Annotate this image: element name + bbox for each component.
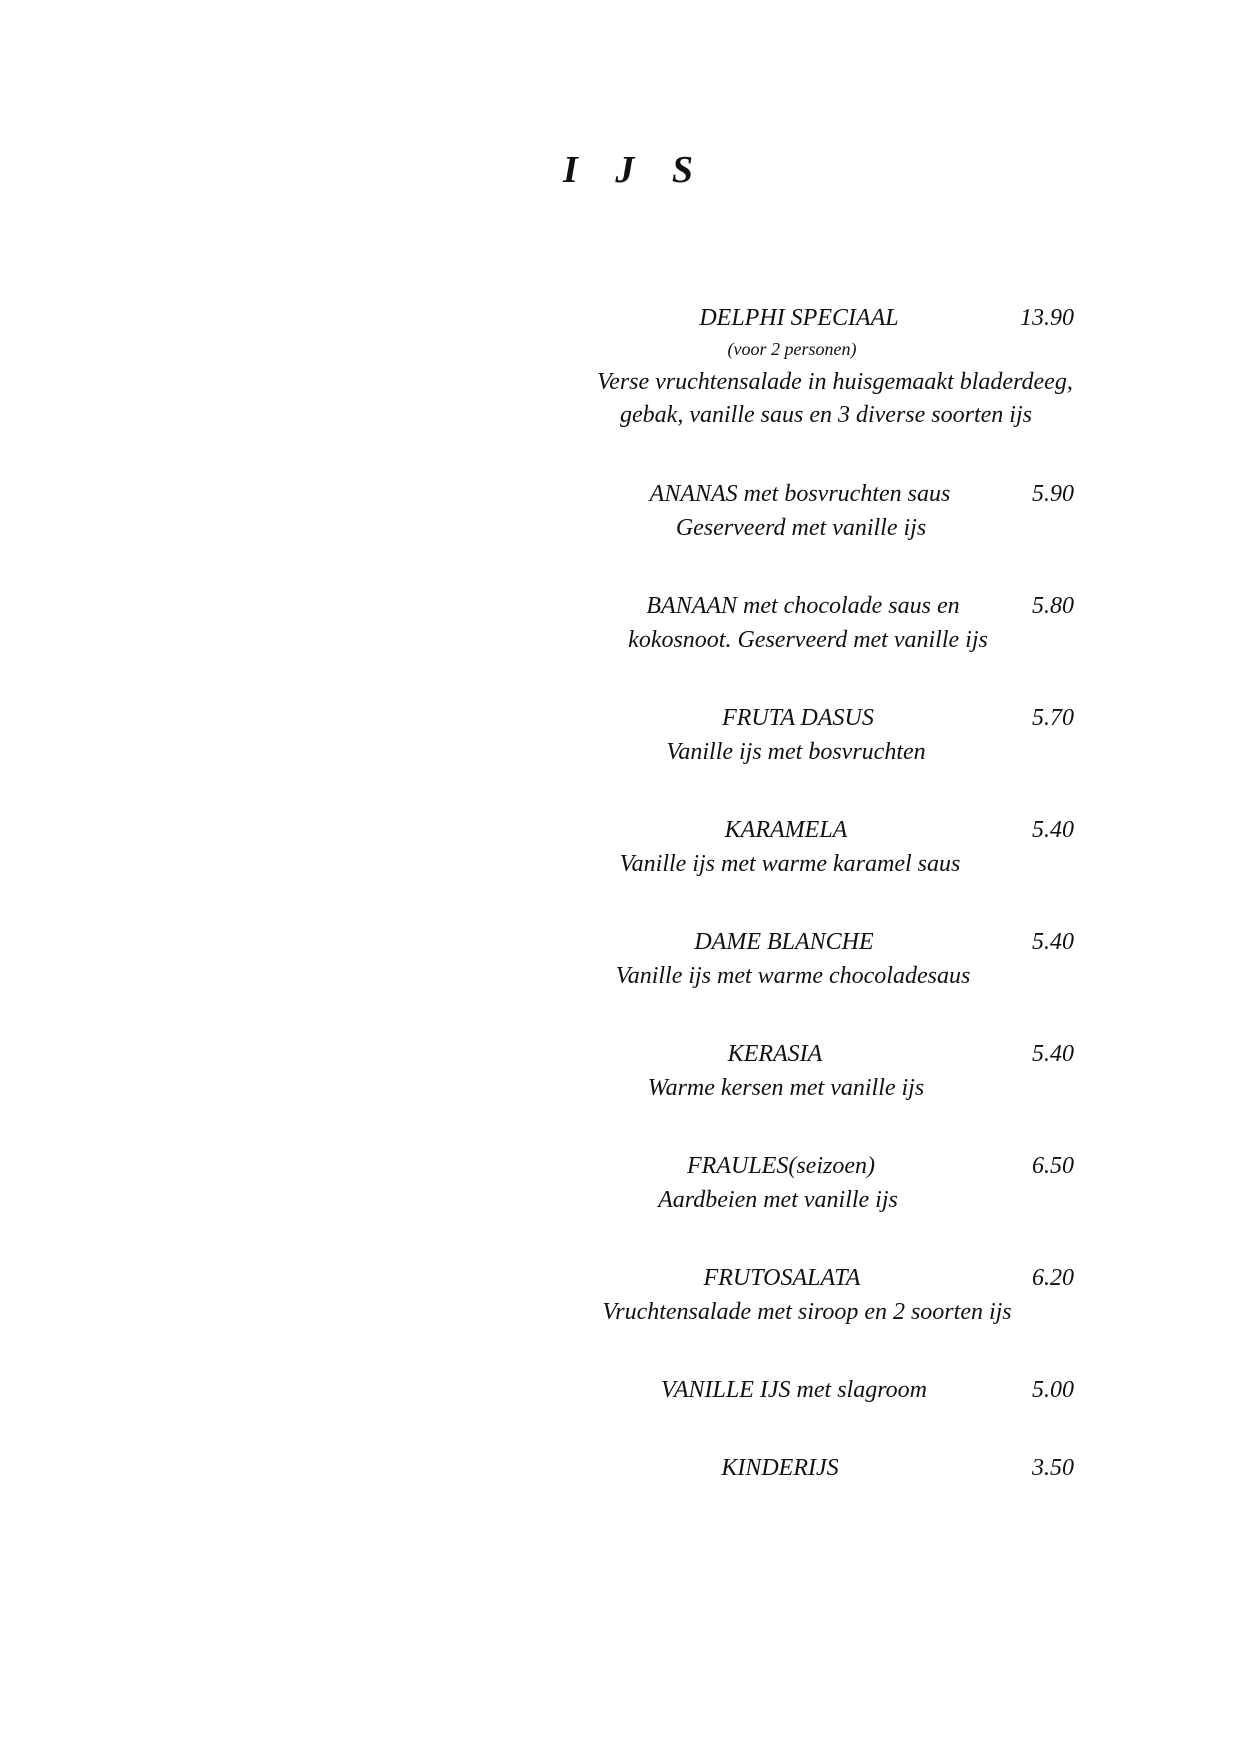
menu-item-name: KINDERIJS [721,1455,839,1481]
menu-item-price: 13.90 [1020,305,1074,331]
menu-item-description: kokosnoot. Geserveerd met vanille ijs [628,627,988,653]
menu-item-name: FRAULES(seizoen) [687,1153,875,1179]
menu-item-name: BANAAN met chocolade saus en [646,593,960,619]
menu-item-note: (voor 2 personen) [727,339,857,359]
menu-item-price: 5.70 [1032,705,1074,731]
menu-item-description: Geserveerd met vanille ijs [675,515,927,541]
menu-item-description: Vanille ijs met bosvruchten [666,739,926,765]
menu-item-price: 6.50 [1032,1153,1074,1179]
menu-item-price: 5.90 [1032,481,1074,507]
menu-item-description: Verse vruchtensalade in huisgemaakt bladerdeeg, [597,369,1073,395]
menu-item-price: 5.40 [1032,817,1074,843]
menu-item-name: DAME BLANCHE [694,929,874,955]
menu-item-name: FRUTA DASUS [722,705,874,731]
menu-item-price: 5.80 [1032,593,1074,619]
menu-item-description: Aardbeien met vanille ijs [658,1187,898,1213]
menu-item-description: Warme kersen met vanille ijs [647,1075,925,1101]
menu-item-description: Vruchtensalade met siroop en 2 soorten ijs [602,1299,1012,1325]
menu-item-description: gebak, vanille saus en 3 diverse soorten ijs [620,402,1032,428]
menu-item-name: FRUTOSALATA [703,1265,861,1291]
menu-item-name: DELPHI SPECIAAL [699,305,899,331]
menu-item-price: 5.40 [1032,1041,1074,1067]
menu-item-description: Vanille ijs met warme karamel saus [619,851,961,877]
menu-item-price: 5.40 [1032,929,1074,955]
menu-item-name: KERASIA [727,1041,823,1067]
menu-item-price: 5.00 [1032,1377,1074,1403]
menu-item-price: 3.50 [1032,1455,1074,1481]
menu-item-price: 6.20 [1032,1265,1074,1291]
menu-item-description: Vanille ijs met warme chocoladesaus [615,963,971,989]
menu-item-name: KARAMELA [724,817,848,843]
page-title: I J S [563,149,707,191]
menu-item-name: VANILLE IJS met slagroom [661,1377,927,1403]
menu-item-name: ANANAS met bosvruchten saus [649,481,951,507]
